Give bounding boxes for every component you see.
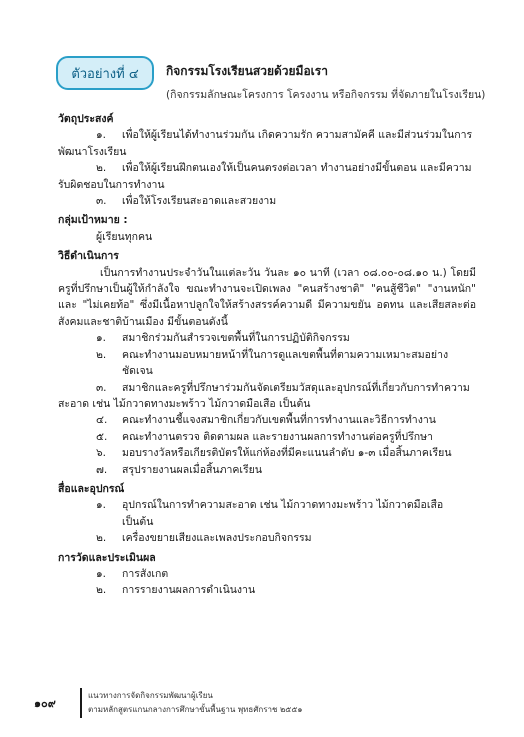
material-text: เครื่องขยายเสียงและเพลงประกอบกิจกรรม bbox=[122, 532, 312, 545]
material-number: ๑. bbox=[96, 499, 107, 512]
step-number: ๔. bbox=[96, 414, 108, 427]
step-number: ๖. bbox=[96, 447, 107, 460]
evaluation-heading: การวัดและประเมินผล bbox=[58, 551, 156, 564]
step-number: ๕. bbox=[96, 430, 108, 443]
step-text: คณะทำงานมอบหมายหน้าที่ในการดูแลเขตพื้นที่ตามความเหมาะสมอย่างชัดเจน bbox=[122, 348, 449, 378]
footer-line-2: ตามหลักสูตรแกนกลางการศึกษาขั้นพื้นฐาน พุทธศักราช ๒๕๕๑ bbox=[88, 705, 303, 714]
objective-number: ๓. bbox=[96, 195, 107, 208]
step-text: สมาชิกร่วมกันสำรวจเขตพื้นที่ในการปฏิบัติกิจกรรม bbox=[122, 332, 350, 345]
objectives-heading: วัตถุประสงค์ bbox=[58, 113, 114, 125]
step-number: ๒. bbox=[96, 348, 107, 361]
materials-heading: สื่อและอุปกรณ์ bbox=[58, 482, 125, 495]
document-body bbox=[58, 108, 476, 599]
footer-line-1: แนวทางการจัดกิจกรรมพัฒนาผู้เรียน bbox=[88, 691, 213, 700]
target-heading: กลุ่มเป้าหมาย : bbox=[58, 214, 128, 227]
method-step bbox=[58, 445, 476, 461]
evaluation-text: การรายงานผลการดำเนินงาน bbox=[122, 584, 256, 597]
method-heading: วิธีดำเนินการ bbox=[58, 250, 119, 263]
step-text: สมาชิกและครูที่ปรึกษาร่วมกันจัดเตรียมวัสดุและอุปกรณ์ที่เกี่ยวกับการทำความสะอาด เช่น ไม้กวาดทางมะพร้าว ไม้กวาดมือเสือ เป็นต้น bbox=[58, 381, 470, 410]
material-number: ๒. bbox=[96, 532, 107, 545]
target-text: ผู้เรียนทุกคน bbox=[96, 230, 153, 243]
method-step bbox=[58, 462, 476, 478]
footer-divider bbox=[80, 688, 82, 718]
method-step bbox=[58, 347, 476, 380]
evaluation-item bbox=[58, 582, 476, 598]
evaluation-item bbox=[58, 566, 476, 582]
step-text: มอบรางวัลหรือเกียรติบัตรให้แก่ห้องที่มีคะแนนลำดับ ๑-๓ เมื่อสิ้นภาคเรียน bbox=[122, 447, 452, 460]
step-number: ๑. bbox=[96, 332, 107, 345]
material-item bbox=[58, 497, 476, 530]
activity-title: กิจกรรมโรงเรียนสวยด้วยมือเรา bbox=[166, 64, 328, 78]
objective-item bbox=[58, 160, 476, 193]
objective-text: เพื่อให้ผู้เรียนได้ทำงานร่วมกัน เกิดความรัก ความสามัคคี และมีส่วนร่วมในการพัฒนาโรงเรียน bbox=[58, 129, 473, 158]
page-number: ๑๐๙ bbox=[34, 697, 56, 710]
evaluation-number: ๑. bbox=[96, 567, 107, 580]
evaluation-text: การสังเกต bbox=[122, 567, 169, 580]
step-number: ๗. bbox=[96, 463, 108, 476]
objective-number: ๒. bbox=[96, 162, 107, 175]
objective-number: ๑. bbox=[96, 129, 107, 142]
step-text: คณะทำงานตรวจ ติดตามผล และรายงานผลการทำงานต่อครูที่ปรึกษา bbox=[122, 430, 433, 443]
objective-item bbox=[58, 193, 476, 209]
method-intro: เป็นการทำงานประจำวันในแต่ละวัน วันละ ๑๐ นาที (เวลา ๐๘.๐๐-๐๘.๑๐ น.) โดยมีครูที่ปรึกษาเป็นผู้ให้กำลังใจ ขณะทำงานจะเปิดเพลง "คนสร้างชาติ" "คนสู้ชีวิต" "งานหนัก" และ "ไม่เคยท้อ" ซึ่งมีเนื้อหาปลูกใจให้สร้างสรรค์ความดี มีความขยัน อดทน และเสียสละต่อสังคมและชาติบ้านเมือง มีขั้นตอนดังนี้ bbox=[58, 266, 476, 328]
method-step bbox=[58, 380, 476, 413]
objective-item bbox=[58, 127, 476, 160]
method-step bbox=[58, 429, 476, 445]
example-badge bbox=[56, 56, 154, 90]
material-item bbox=[58, 530, 476, 546]
step-text: สรุปรายงานผลเมื่อสิ้นภาคเรียน bbox=[122, 463, 262, 476]
step-text: คณะทำงานชี้แจงสมาชิกเกี่ยวกับเขตพื้นที่การทำงานและวิธีการทำงาน bbox=[122, 414, 436, 427]
step-number: ๓. bbox=[96, 381, 107, 394]
activity-subtitle: (กิจกรรมลักษณะโครงการ โครงงาน หรือกิจกรรม ที่จัดภายในโรงเรียน) bbox=[166, 89, 486, 101]
evaluation-number: ๒. bbox=[96, 584, 107, 597]
method-step bbox=[58, 412, 476, 428]
objective-text: เพื่อให้ผู้เรียนฝึกตนเองให้เป็นคนตรงต่อเวลา ทำงานอย่างมีขั้นตอน และมีความรับผิดชอบในการทำงาน bbox=[58, 162, 472, 191]
example-badge-label: ตัวอย่างที่ ๔ bbox=[71, 66, 139, 82]
objective-text: เพื่อให้โรงเรียนสะอาดและสวยงาม bbox=[122, 195, 277, 208]
material-text: อุปกรณ์ในการทำความสะอาด เช่น ไม้กวาดทางมะพร้าว ไม้กวาดมือเสือ เป็นต้น bbox=[122, 499, 444, 528]
method-step bbox=[58, 330, 476, 346]
